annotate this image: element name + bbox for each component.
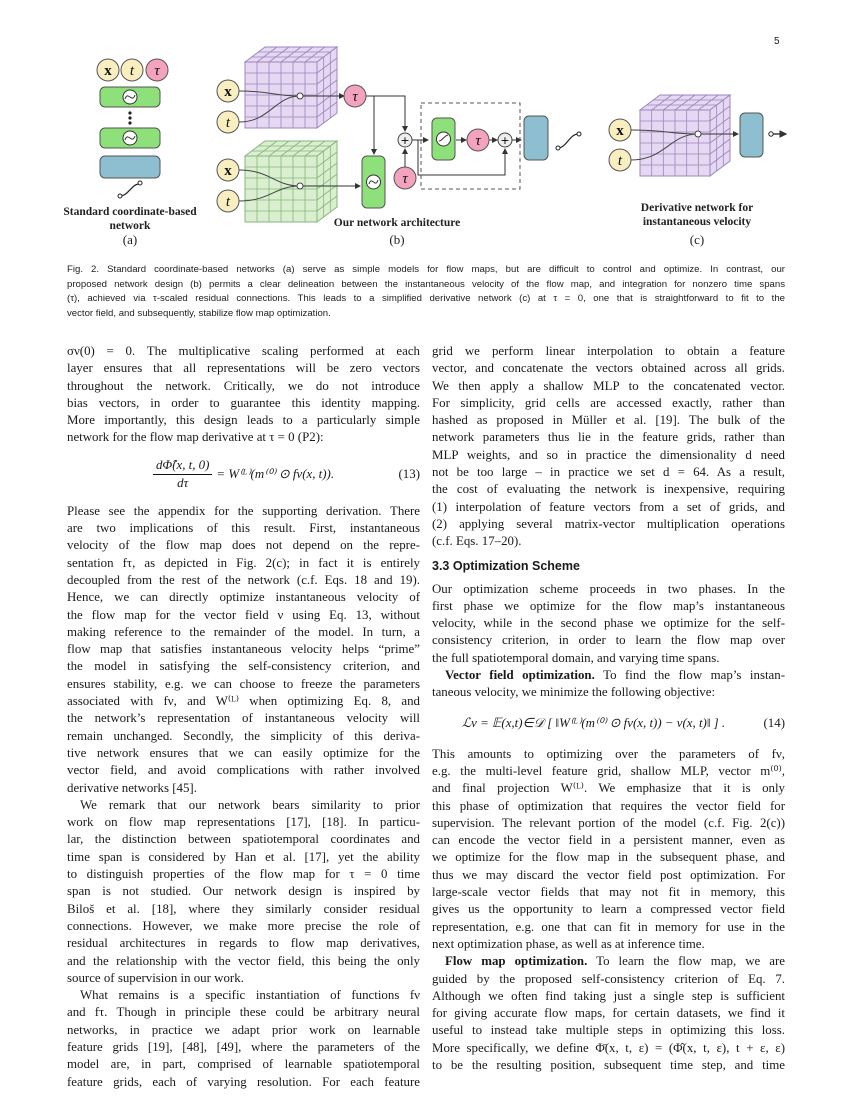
line-text: (2) applying several matrix-vector multiplication operations	[432, 516, 785, 531]
text-line	[67, 589, 420, 606]
trajectory-icon	[120, 184, 139, 196]
paragraph	[67, 797, 420, 987]
paragraph-run-in-heading: Flow map optimization.	[445, 954, 588, 969]
mlp-layer-icon	[100, 87, 160, 107]
svg-text:τ: τ	[352, 89, 358, 105]
text-line	[432, 481, 785, 498]
text-line	[432, 632, 785, 649]
mlp-layer-icon	[100, 128, 160, 148]
text-line	[67, 1056, 420, 1073]
text-line	[67, 710, 420, 727]
line-text: vector, and concatenate the vectors obtained across all grids.	[432, 361, 785, 376]
sum-node	[498, 133, 512, 147]
text-line	[67, 918, 420, 935]
line-text: to be the resulting position, subsequent time step, and time	[432, 1057, 785, 1072]
text-line	[67, 1004, 420, 1021]
text-line	[432, 684, 785, 701]
line-text: ensures stability, e.g. we can choose to freeze the parameters	[67, 676, 420, 691]
input-x-node	[217, 159, 239, 181]
text-line	[67, 693, 420, 710]
svg-text:x: x	[616, 123, 624, 139]
line-text: the network’s representation of instantaneous velocity will	[67, 711, 420, 726]
text-line	[432, 1057, 785, 1074]
tau-scale-node	[467, 129, 489, 151]
line-text: Please see the appendix for the supporting derivation. There	[67, 503, 420, 518]
line-text: the flow map for the vector field ν using Eq. 13, without	[67, 607, 420, 622]
line-text: this phase of optimization that requires the vector field for	[432, 798, 785, 813]
line-text: feature grids, each of varying resolution. For each feature	[67, 1074, 420, 1089]
sum-node	[398, 133, 412, 147]
tau-scale-node	[344, 85, 366, 107]
text-line	[67, 831, 420, 848]
text-line	[67, 624, 420, 641]
text-line	[67, 970, 420, 987]
svg-text:t: t	[225, 194, 231, 210]
svg-text:+: +	[400, 134, 410, 147]
line-text: (c.f. Eqs. 17–20).	[432, 534, 522, 549]
text-line	[67, 814, 420, 831]
figure-caption	[67, 263, 785, 321]
page-number: 5	[774, 36, 780, 47]
line-text: taneous velocity, we minimize the following objective:	[432, 685, 716, 700]
text-line	[67, 883, 420, 900]
input-x-node	[97, 59, 119, 81]
feature-grid-cube	[245, 141, 337, 222]
line-text: the full spatiotemporal domain, and varying time spans.	[432, 650, 720, 665]
paragraph	[67, 503, 420, 797]
equation-body: ℒν = 𝔼(x,t)∈𝒟 [ ‖W⁽ᴸ⁾(m⁽⁰⁾ ⊙ fν(x, t)) − ν(x, t)‖ ] .	[461, 715, 726, 730]
text-line	[432, 650, 785, 667]
line-text: hashed as proposed in Müller et al. [19]. The bulk of the	[432, 413, 785, 428]
equation-rhs: = W⁽ᴸ⁾(m⁽⁰⁾ ⊙ fν(x, t)).	[216, 467, 335, 482]
text-line	[67, 849, 420, 866]
input-t-node	[217, 111, 239, 133]
svg-text:+: +	[500, 134, 510, 147]
line-text: the model in satisfying the self-consistency criterion, and	[67, 659, 420, 674]
panel-c-label: instantaneous velocity	[642, 216, 752, 228]
line-text: and the relationship with the vector field, this being the only	[67, 953, 420, 968]
tau-scale-node	[394, 167, 416, 189]
line-text: throughout the network. Critically, we do not introduce	[67, 378, 420, 393]
text-line	[67, 658, 420, 675]
line-text: tive network ensures that we can easily optimize for the	[67, 745, 420, 760]
text-line	[67, 555, 420, 572]
svg-text:τ: τ	[402, 171, 408, 187]
line-text: (1) interpolation of feature vectors from a set of grids, and	[432, 499, 785, 514]
equation-number: (13)	[398, 467, 420, 482]
equation-fraction	[153, 457, 212, 493]
text-line	[67, 395, 420, 412]
mlp-layer-icon	[362, 156, 385, 208]
svg-text:t: t	[617, 153, 623, 169]
text-line	[67, 572, 420, 589]
section-heading: 3.3 Optimization Scheme	[432, 558, 580, 573]
line-text: Biloš et al. [18], where they similarly consider residual	[67, 901, 420, 916]
line-text: lar, the distinction between spatiotemporal coordinates and	[67, 832, 420, 847]
panel-c-tag: (c)	[689, 232, 705, 247]
input-t-node	[609, 149, 631, 171]
text-line	[67, 780, 420, 797]
feature-grid-cube	[245, 47, 337, 128]
text-line	[432, 936, 785, 953]
line-text: vector field, and avoid complications with rather involved	[67, 763, 420, 778]
svg-text:t: t	[225, 115, 231, 131]
output-layer	[100, 156, 160, 178]
text-line	[432, 953, 785, 970]
text-line	[67, 412, 420, 429]
line-text: supervision. The relevant portion of the model (c.f. Fig. 2(c))	[432, 815, 785, 830]
text-line	[432, 1005, 785, 1022]
text-line	[432, 499, 785, 516]
line-text: work on flow map representations [17], [18]. In particu-	[67, 815, 420, 830]
text-line	[432, 360, 785, 377]
text-line	[67, 797, 420, 814]
text-line	[67, 1022, 420, 1039]
text-line	[432, 832, 785, 849]
text-line	[67, 676, 420, 693]
paragraph	[432, 343, 785, 551]
text-line	[432, 901, 785, 918]
equation-number: (14)	[763, 715, 785, 730]
paragraph-run-in-heading: Vector field optimization.	[445, 668, 595, 683]
line-text: σν(0) = 0. The multiplicative scaling performed at each	[67, 344, 420, 358]
input-t-node	[121, 59, 143, 81]
figure-2	[0, 0, 850, 255]
text-line	[432, 798, 785, 815]
svg-text:τ: τ	[154, 63, 160, 79]
text-line	[432, 343, 785, 360]
text-line	[432, 581, 785, 598]
line-text: and final projection W⁽ᴸ⁾. We emphasize that it is only	[432, 781, 785, 796]
line-text: feature grids [19], [48], [49], where the parameters of the	[67, 1039, 420, 1054]
text-line	[67, 745, 420, 762]
text-line	[432, 988, 785, 1005]
text-line	[67, 360, 420, 377]
line-text: useful to instead take multiple steps in optimizing this loss.	[432, 1023, 785, 1038]
svg-text:t: t	[129, 63, 135, 79]
caption-line: proposed network design (b) permits a clear delineation between the instantaneous velocity of the flow map, and integration for nonzero time spans	[67, 278, 785, 290]
text-line	[67, 1074, 420, 1091]
left-column	[67, 343, 420, 1091]
text-line	[432, 533, 785, 550]
line-text: large-scale vector fields that may not fit in memory, this	[432, 885, 785, 900]
line-text: Hence, we can directly optimize instantaneous velocity of	[67, 590, 420, 605]
line-text: decoupled from the rest of the network (c.f. Eqs. 18 and 19).	[67, 572, 420, 587]
paragraph	[432, 746, 785, 954]
line-text: we optimize for the flow map in the subsequent phase, and	[432, 850, 785, 865]
text-line	[432, 1022, 785, 1039]
line-text: the cost of evaluating the network is inexpensive, requiring	[432, 482, 785, 497]
panel-b-tag: (b)	[389, 232, 405, 247]
line-text: bias vectors, in order to guarantee this identity mapping.	[67, 395, 420, 410]
line-text: associated with fν, and W⁽ᴸ⁾ when optimizing Eq. 8, and	[67, 694, 420, 709]
text-line	[432, 849, 785, 866]
fraction-denominator: dτ	[177, 476, 189, 491]
text-line	[432, 464, 785, 481]
text-line	[67, 378, 420, 395]
line-text: to distinguish properties of the flow map for τ = 0 time	[67, 867, 420, 882]
line-text: consistency criterion, in order to learn the flow map over	[432, 633, 785, 648]
line-text: To find the flow map’s instan-	[594, 668, 785, 683]
line-text: This amounts to optimizing over the parameters of fν,	[432, 746, 785, 761]
svg-text:x: x	[104, 63, 112, 79]
line-text: time span is considered by Han et al. [17], yet the ability	[67, 849, 420, 864]
text-line	[432, 1040, 785, 1057]
line-text: and fτ. Though in principle these could be arbitrary neural	[67, 1005, 420, 1020]
text-line	[432, 763, 785, 780]
caption-line: Fig. 2. Standard coordinate-based networks (a) serve as simple models for flow maps, but are difficult to control and optimize. In contrast, our	[67, 264, 785, 275]
text-line	[67, 1039, 420, 1056]
text-line	[432, 746, 785, 763]
input-t-node	[217, 190, 239, 212]
line-text: For simplicity, grid cells are accessed exactly, rather than	[432, 395, 785, 410]
text-line	[432, 815, 785, 832]
panel-b-label: Our network architecture	[333, 217, 461, 229]
mlp-layer-icon	[432, 118, 455, 160]
line-text: network parameters thus lie in the feature grids, rather than	[432, 430, 785, 445]
text-line	[432, 780, 785, 797]
caption-line: vector field, and subsequently, stabilize flow map optimization.	[67, 307, 331, 319]
text-line	[67, 343, 420, 360]
line-text: representation, e.g. one that can fit in memory for use in the	[432, 919, 785, 934]
text-line	[432, 667, 785, 684]
line-text: e.g. the multi-level feature grid, shallow MLP, vector m⁽⁰⁾,	[432, 763, 785, 778]
line-text: grid we perform linear interpolation to obtain a feature	[432, 344, 785, 358]
text-line	[67, 987, 420, 1004]
text-line	[432, 884, 785, 901]
line-text: networks, in practice we adapt prior work on learnable	[67, 1022, 420, 1037]
line-text: source of supervision in our work.	[67, 970, 244, 985]
paragraph	[432, 581, 785, 667]
input-tau-node	[146, 59, 168, 81]
line-text: network for the flow map derivative at τ = 0 (P2):	[67, 430, 324, 445]
text-line	[67, 728, 420, 745]
svg-text:x: x	[224, 163, 232, 179]
line-text: span is not studied. Our network design is inspired by	[67, 884, 420, 899]
line-text: derivative networks [45].	[67, 780, 197, 795]
panel-a-label: Standard coordinate-based	[63, 206, 197, 218]
feature-grid-cube	[640, 95, 730, 176]
text-line	[67, 503, 420, 520]
paragraph	[432, 953, 785, 1074]
panel-a-tag: (a)	[122, 232, 138, 247]
text-line	[432, 412, 785, 429]
paragraph	[67, 987, 420, 1091]
line-text: remain unchanged. Secondly, the simplicity of this deriva-	[67, 728, 420, 743]
panel-a-label: network	[109, 220, 151, 232]
line-text: We then apply a shallow MLP to the concatenated vector.	[432, 378, 785, 393]
text-line	[67, 935, 420, 952]
output-layer	[740, 113, 763, 157]
trajectory-icon	[558, 134, 578, 148]
output-layer	[524, 116, 548, 160]
line-text: Although we often find taking just a single step is sufficient	[432, 988, 785, 1003]
text-line	[432, 919, 785, 936]
line-text: thus we may discard the vector field post optimization. For	[432, 867, 785, 882]
line-text: model are, in part, comprised of learnable spatiotemporal	[67, 1057, 420, 1072]
line-text: can encode the vector field in a persistent manner, even as	[432, 833, 785, 848]
line-text: for giving accurate flow maps, for certain datasets, we find it	[432, 1006, 785, 1021]
text-line	[67, 429, 420, 446]
text-line	[432, 395, 785, 412]
equation	[67, 447, 420, 503]
svg-text:τ: τ	[475, 133, 481, 149]
line-text: velocity of the flow map does not depend on the repre-	[67, 538, 420, 553]
line-text: sentation fτ, as depicted in Fig. 2(c); in fact it is entirely	[67, 555, 420, 570]
line-text: MLP weights, and so in practice the dimensionality d need	[432, 447, 785, 462]
line-text: connections. However, we make more precise the role of	[67, 918, 420, 933]
line-text: gives us the opportunity to learn a compressed vector field	[432, 902, 785, 917]
text-line	[432, 378, 785, 395]
line-text: velocity, while in the second phase we optimize for the self-	[432, 616, 785, 631]
line-text: making reference to the remainder of the model. In turn, a	[67, 624, 420, 639]
line-text: are two implications of this result. First, instantaneous	[67, 521, 420, 536]
text-line	[67, 953, 420, 970]
line-text: residual architectures in regards to flow map derivatives,	[67, 936, 420, 951]
text-line	[67, 901, 420, 918]
panel-c-label: Derivative network for	[640, 202, 754, 214]
line-text: layer ensures that all representations will be zero vectors	[67, 361, 420, 376]
line-text: More specifically, we define Φ̄(x, t, ε) = (Φ̂(x, t, ε), t + ε, ε)	[432, 1040, 785, 1055]
line-text: not be too large – in practice we set d = 64. As a result,	[432, 465, 785, 480]
line-text: Our optimization scheme proceeds in two phases. In the	[432, 581, 785, 596]
input-x-node	[217, 80, 239, 102]
panel-a-standard-network	[63, 59, 197, 247]
line-text: We remark that our network bears similarity to prior	[80, 797, 420, 812]
paragraph	[432, 667, 785, 702]
line-text: More importantly, this design leads to a particularly simple	[67, 413, 420, 428]
right-column	[432, 343, 785, 1074]
line-text: To learn the flow map, we are	[587, 954, 785, 969]
line-text: flow map that satisfies instantaneous velocity helps “prime”	[67, 642, 420, 657]
text-line	[67, 607, 420, 624]
svg-text:x: x	[224, 84, 232, 100]
text-line	[432, 615, 785, 632]
text-line	[432, 598, 785, 615]
text-line	[432, 447, 785, 464]
text-line	[432, 867, 785, 884]
panel-c-derivative-network	[609, 113, 786, 247]
input-x-node	[609, 119, 631, 141]
text-line	[432, 516, 785, 533]
line-text: first phase we optimize for the flow map’s instantaneous	[432, 598, 785, 613]
text-line	[432, 971, 785, 988]
paragraph	[67, 343, 420, 447]
text-line	[67, 641, 420, 658]
line-text: What remains is a specific instantiation of functions fν	[80, 988, 420, 1003]
line-text: guided by the proposed self-consistency criterion of Eq. 7.	[432, 971, 785, 986]
equation	[432, 702, 785, 746]
text-line	[67, 537, 420, 554]
line-text: next optimization phase, as well as at inference time.	[432, 936, 705, 951]
text-line	[67, 866, 420, 883]
text-line	[67, 520, 420, 537]
text-line	[67, 762, 420, 779]
caption-line: (τ), achieved via τ-scaled residual connections. This leads to a simplified derivative network (c) at τ = 0, one that is straightforward to fit to the	[67, 293, 785, 304]
text-line	[432, 429, 785, 446]
fraction-numerator: dΦ̂(x, t, 0)	[153, 457, 212, 475]
